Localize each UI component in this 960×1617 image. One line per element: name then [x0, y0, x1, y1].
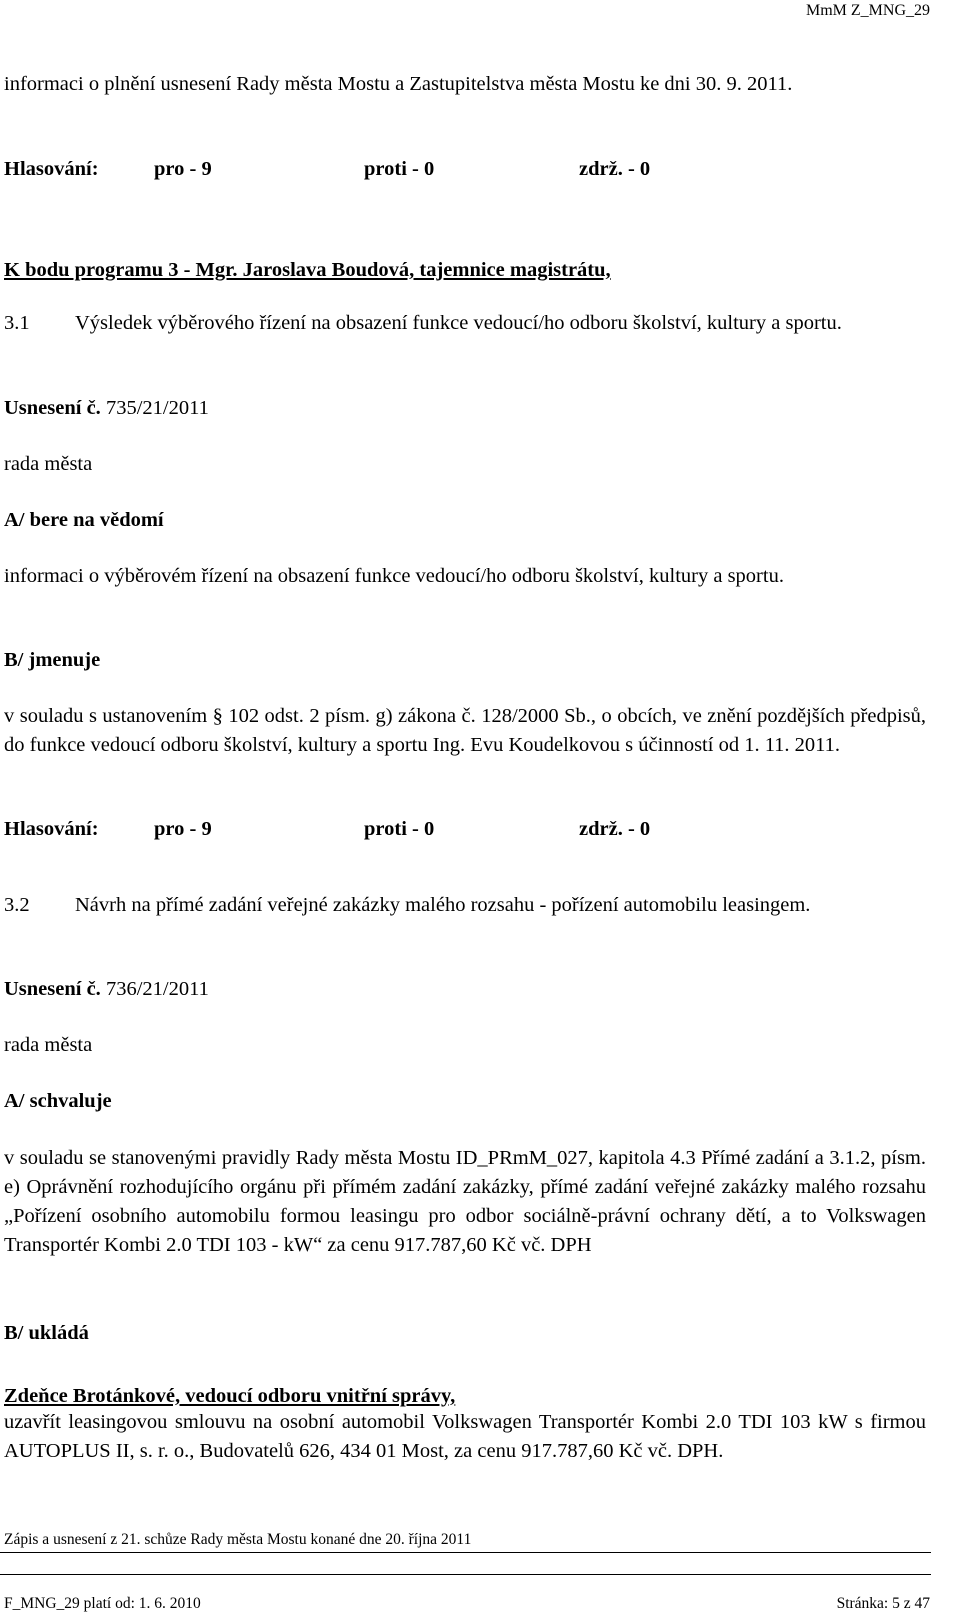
vote-pro: pro - 9 [154, 818, 212, 840]
footer-meeting: Zápis a usnesení z 21. schůze Rady města Mostu konané dne 20. října 2011 [4, 1531, 472, 1548]
section-b-label: B/ ukládá [4, 1322, 89, 1344]
vote-label: Hlasování: [4, 158, 99, 180]
resolution-number: 736/21/2011 [105, 978, 209, 1000]
vote-pro: pro - 9 [154, 158, 212, 180]
council-label: rada města [4, 453, 93, 475]
agenda-heading: K bodu programu 3 - Mgr. Jaroslava Boudová, tajemnice magistrátu, [4, 259, 611, 281]
section-b-label: B/ jmenuje [4, 649, 101, 671]
resolution-number: 735/21/2011 [105, 397, 209, 419]
resolution-label: Usnesení č. [4, 397, 101, 419]
responsible-person: Zdeňce Brotánkové, vedoucí odboru vnitřní správy, [4, 1385, 456, 1407]
resolution-label: Usnesení č. [4, 978, 101, 1000]
resolution-heading [4, 394, 926, 423]
item-title: Návrh na přímé zadání veřejné zakázky malého rozsahu - pořízení automobilu leasingem. [75, 894, 811, 916]
vote-label: Hlasování: [4, 818, 99, 840]
footer-page-number: Stránka: 5 z 47 [836, 1595, 930, 1612]
section-a-text: v souladu se stanovenými pravidly Rady města Mostu ID_PRmM_027, kapitola 4.3 Přímé zadání a 3.1.2, písm. e) Oprávnění rozhodujícího orgánu při přímém zadání zakázky, přímé zadání veřejné zakázky malého rozsahu „Pořízení osobního automobilu formou leasingu pro odbor sociálně-právní ochrany dětí, a to Volkswagen Transportér Kombi 2.0 TDI 103 - kW“ za cenu 917.787,60 Kč vč. DPH [4, 1147, 926, 1256]
footer-divider [0, 1574, 931, 1575]
footer-divider [0, 1552, 931, 1553]
section-b-text: v souladu s ustanovením § 102 odst. 2 písm. g) zákona č. 128/2000 Sb., o obcích, ve znění pozdějších předpisů, do funkce vedoucí odboru školství, kultury a sportu Ing. Evu Koudelkovou s účinností od 1. 11. 2011. [4, 705, 926, 756]
item-title: Výsledek výběrového řízení na obsazení funkce vedoucí/ho odboru školství, kultury a sportu. [75, 312, 842, 334]
footer-form-code: F_MNG_29 platí od: 1. 6. 2010 [4, 1595, 201, 1612]
vote-abstain: zdrž. - 0 [579, 818, 651, 840]
section-b-text: uzavřít leasingovou smlouvu na osobní automobil Volkswagen Transportér Kombi 2.0 TDI 103 kW s firmou AUTOPLUS II, s. r. o., Budovatelů 626, 434 01 Most, za cenu 917.787,60 Kč vč. DPH. [4, 1411, 926, 1462]
vote-proti: proti - 0 [364, 158, 435, 180]
council-label: rada města [4, 1034, 93, 1056]
section-a-text: informaci o výběrovém řízení na obsazení funkce vedoucí/ho odboru školství, kultury a sportu. [4, 565, 784, 587]
document-code: MmM Z_MNG_29 [805, 2, 930, 19]
resolution-heading [4, 975, 926, 1004]
item-number: 3.2 [4, 894, 30, 916]
section-a-label: A/ bere na vědomí [4, 509, 164, 531]
section-a-label: A/ schvaluje [4, 1090, 112, 1112]
item-number: 3.1 [4, 312, 30, 334]
vote-proti: proti - 0 [364, 818, 435, 840]
vote-abstain: zdrž. - 0 [579, 158, 651, 180]
intro-text: informaci o plnění usnesení Rady města Mostu a Zastupitelstva města Mostu ke dni 30. 9. 2011. [4, 73, 793, 95]
